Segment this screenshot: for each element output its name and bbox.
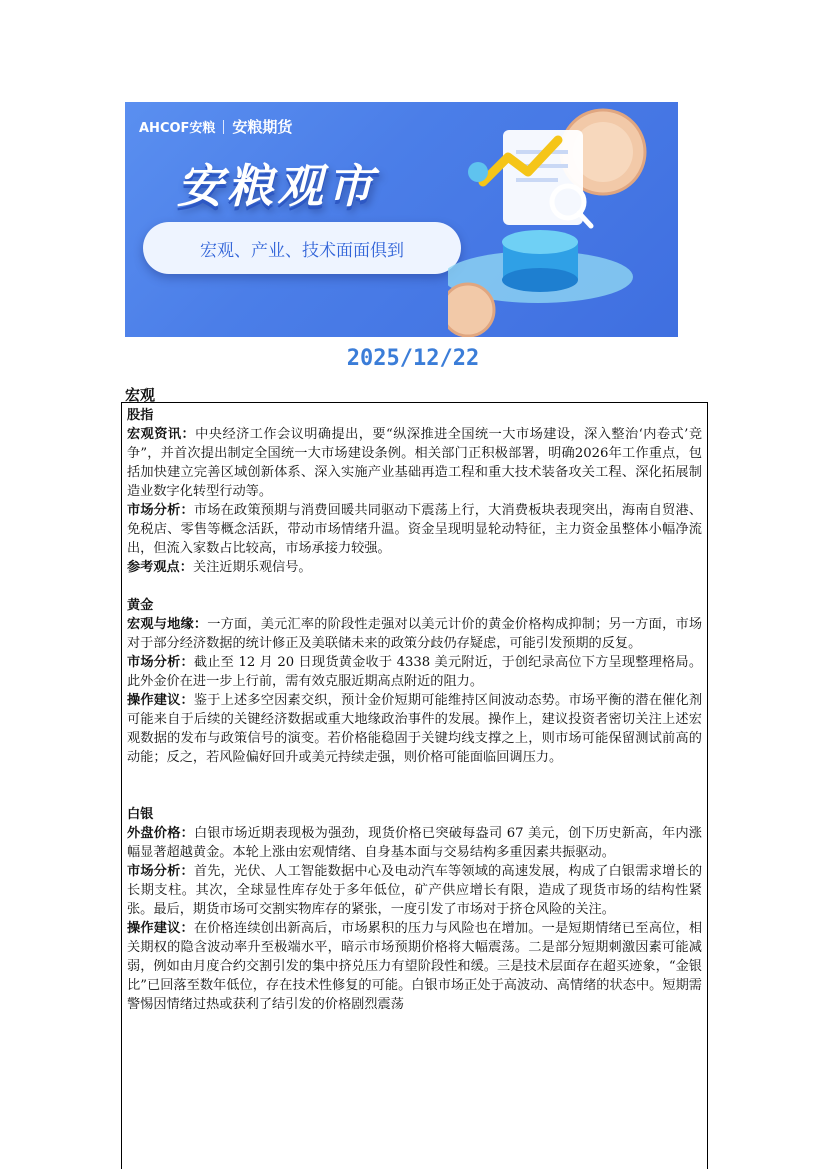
paragraph — [127, 824, 702, 862]
header-banner — [125, 102, 678, 337]
coin-icon — [448, 284, 494, 336]
paragraph-label: 市场分析： — [127, 655, 194, 670]
paragraph-text: 关注近期乐观信号。 — [192, 560, 312, 575]
yen-icon — [468, 162, 488, 182]
paragraph — [127, 653, 702, 691]
paragraph-label: 宏观资讯： — [127, 427, 196, 442]
paragraph-label: 市场分析： — [127, 864, 194, 879]
paragraph — [127, 425, 702, 501]
paragraph-text: 在价格连续创出新高后，市场累积的压力与风险也在增加。一是短期情绪已至高位，相关期权的隐含波动率升至极端水平，暗示市场预期价格将大幅震荡。二是部分短期刺激因素可能减弱，例如由月度合约交割引发的集中挤兑压力有望阶段性和缓。三是技术层面存在超买迹象，“金银比”已回落至数年低位，存在技术性修复的可能。白银市场正处于高波动、高情绪的状态中。短期需警惕因情绪过热或获利了结引发的价格剧烈震荡 — [127, 921, 703, 1012]
paragraph-text: 白银市场近期表现极为强劲，现货价格已突破每盎司 67 美元，创下历史新高，年内涨幅显著超越黄金。本轮上涨由宏观情绪、自身基本面与交易结构多重因素共振驱动。 — [127, 826, 702, 860]
paragraph — [127, 615, 702, 653]
paragraph-text: 截止至 12 月 20 日现货黄金收于 4338 美元附近，于创纪录高位下方呈现整理格局。此外金价在进一步上行前，需有效克服近期高点附近的阻力。 — [127, 655, 703, 689]
paragraph-label: 参考观点： — [127, 560, 193, 575]
paragraph — [127, 919, 702, 1014]
paragraph-text: 中央经济工作会议明确提出，要“纵深推进全国统一大市场建设，深入整治‘内卷式’竞争”，并首次提出制定全国统一大市场建设条例。相关部门正积极部署，明确2026年工作重点，包括加快建立完善区域创新体系、深入实施产业基础再造工程和重大技术装备攻关工程、深化拓展制造业数字化转型行动等。 — [127, 427, 703, 499]
banner-subtitle: 宏观、产业、技术面面俱到 — [143, 222, 461, 274]
brand-divider — [223, 120, 224, 134]
paragraph — [127, 558, 702, 577]
paragraph-label: 宏观与地缘： — [127, 617, 208, 632]
paragraph-label: 市场分析： — [127, 503, 194, 518]
paragraph-text: 首先，光伏、人工智能数据中心及电动汽车等领域的高速发展，构成了白银需求增长的长期支柱。其次，全球显性库存处于多年低位，矿产供应增长有限，造成了现货市场的结构性紧张。最后，期货市场可交割实物库存的紧张，一度引发了市场对于挤仓风险的关注。 — [127, 864, 703, 917]
section-title: 宏观 — [125, 386, 156, 404]
banner-title: 安粮观市 — [177, 159, 377, 213]
heading-stock-index: 股指 — [127, 408, 154, 423]
document-icon — [503, 130, 583, 225]
spacer — [127, 786, 702, 805]
paragraph-text: 一方面，美元汇率的阶段性走强对以美元计价的黄金价格构成抑制；另一方面，市场对于部分经济数据的统计修正及美联储未来的政策分歧仍存疑虑，可能引发预期的反复。 — [127, 617, 703, 651]
paragraph — [127, 691, 702, 767]
paragraph — [127, 501, 702, 558]
content-table — [121, 402, 708, 1169]
paragraph-label: 操作建议： — [127, 921, 194, 936]
paragraph-text: 鉴于上述多空因素交织，预计金价短期可能维持区间波动态势。市场平衡的潜在催化剂可能来自于后续的关键经济数据或重大地缘政治事件的发展。操作上，建议投资者密切关注上述宏观数据的发布与政策信号的演变。若价格能稳固于关键均线支撑之上，则市场可能保留测试前高的动能；反之，若风险偏好回升或美元持续走强，则价格可能面临回调压力。 — [127, 693, 703, 765]
company-name: 安粮期货 — [232, 118, 293, 136]
spacer — [127, 767, 702, 786]
finance-illustration — [448, 102, 678, 337]
paragraph-text: 市场在政策预期与消费回暖共同驱动下震荡上行，大消费板块表现突出，海南自贸港、免税店、零售等概念活跃，带动市场情绪升温。资金呈现明显轮动特征，主力资金虽整体小幅净流出，但流入家数占比较高，市场承接力较强。 — [127, 503, 703, 556]
company-logo: AHCOF安粮 — [139, 121, 216, 136]
paragraph-label: 操作建议： — [127, 693, 194, 708]
report-date: 2025/12/22 — [346, 346, 480, 371]
brand — [139, 116, 292, 137]
spacer — [127, 577, 702, 596]
paragraph — [127, 862, 702, 919]
heading-gold: 黄金 — [127, 598, 154, 613]
heading-silver: 白银 — [127, 807, 154, 822]
paragraph-label: 外盘价格： — [127, 826, 195, 841]
